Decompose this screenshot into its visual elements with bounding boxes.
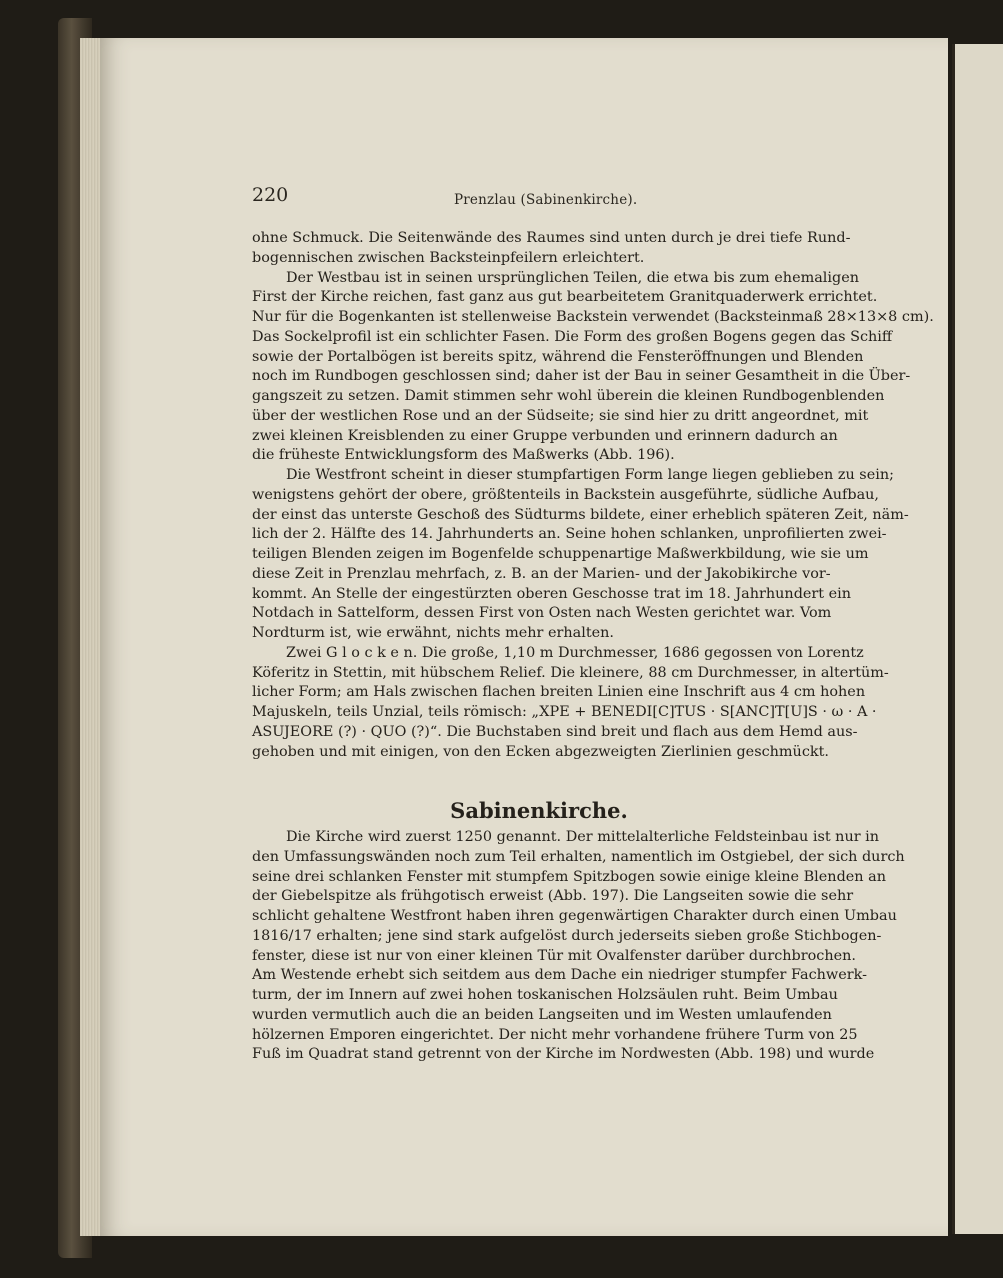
text-line: schlicht gehaltene Westfront haben ihren gegenwärtigen Charakter durch einen Umbau [252, 908, 897, 924]
text-line: der Giebelspitze als frühgotisch erweist (Abb. 197). Die Langseiten sowie die sehr [252, 888, 854, 905]
running-head: Prenzlau (Sabinenkirche). [454, 192, 638, 208]
text-line: über der westlichen Rose und an der Südseite; sie sind hier zu dritt angeordnet, mit [252, 407, 869, 424]
text-line: Nur für die Bogenkanten ist stellenweise Backstein verwendet (Backsteinmaß 28×13×8 cm). [252, 309, 934, 325]
text-line: gehoben und mit einigen, von den Ecken abgezweigten Zierlinien geschmückt. [252, 743, 829, 760]
text-line: Am Westende erhebt sich seitdem aus dem Dache ein niedriger stumpfer Fachwerk- [252, 967, 867, 984]
text-line: 1816/17 erhalten; jene sind stark aufgelöst durch jederseits sieben große Stichbogen- [252, 927, 882, 944]
text-line: ohne Schmuck. Die Seitenwände des Raumes sind unten durch je drei tiefe Rund- [252, 230, 851, 246]
text-line: Nordturm ist, wie erwähnt, nichts mehr erhalten. [252, 625, 615, 641]
text-line: Notdach in Sattelform, dessen First von Osten nach Westen gerichtet war. Vom [252, 605, 832, 622]
text-line: wenigstens gehört der obere, größtenteils in Backstein ausgeführte, südliche Aufbau, [252, 486, 880, 503]
text-line: Der Westbau ist in seinen ursprünglichen Teilen, die etwa bis zum ehemaligen [286, 269, 860, 286]
text-line: noch im Rundbogen geschlossen sind; daher ist der Bau in seiner Gesamtheit in die Über- [252, 368, 911, 385]
text-line: seine drei schlanken Fenster mit stumpfem Spitzbogen sowie einige kleine Blenden an [252, 868, 886, 885]
text-line: licher Form; am Hals zwischen flachen breiten Linien eine Inschrift aus 4 cm hohen [252, 684, 866, 701]
text-line: Fuß im Quadrat stand getrennt von der Kirche im Nordwesten (Abb. 198) und wurde [252, 1046, 875, 1063]
text-line: lich der 2. Hälfte des 14. Jahrhunderts an. Seine hohen schlanken, unprofilierten zwei- [252, 526, 887, 543]
body-text-section-1 [252, 229, 934, 762]
text-line: die früheste Entwicklungsform des Maßwerks (Abb. 196). [252, 447, 675, 464]
text-line: gangszeit zu setzen. Damit stimmen sehr wohl überein die kleinen Rundbogenblenden [252, 388, 885, 404]
text-line: Majuskeln, teils Unzial, teils römisch: „XPE + BENEDI[C]TUS · S[ANC]T[U]S · ω · A · [252, 704, 877, 720]
section-title: Sabinenkirche. [450, 798, 628, 823]
text-line: wurden vermutlich auch die an beiden Langseiten und im Westen umlaufenden [252, 1006, 832, 1023]
text-line: sowie der Portalbögen ist bereits spitz, während die Fensteröffnungen und Blenden [252, 348, 864, 365]
text-line: diese Zeit in Prenzlau mehrfach, z. B. an der Marien- und der Jakobikirche vor- [252, 565, 831, 582]
text-line: zwei kleinen Kreisblenden zu einer Gruppe verbunden und erinnern dadurch an [252, 427, 838, 444]
facing-page-edge [952, 44, 1003, 1234]
text-line: Die Westfront scheint in dieser stumpfartigen Form lange liegen geblieben zu sein; [286, 467, 894, 483]
text-line: Die Kirche wird zuerst 1250 genannt. Der mittelalterliche Feldsteinbau ist nur in [286, 829, 880, 845]
text-line: Köferitz in Stettin, mit hübschem Relief. Die kleinere, 88 cm Durchmesser, in altertüm- [252, 664, 889, 681]
text-line: bogennischen zwischen Backsteinpfeilern erleichtert. [252, 249, 645, 266]
text-line: fenster, diese ist nur von einer kleinen Tür mit Ovalfenster darüber durchbrochen. [252, 947, 856, 964]
text-line: kommt. An Stelle der eingestürzten oberen Geschosse trat im 18. Jahrhundert ein [252, 585, 852, 602]
text-line: ASUJEORE (?) · QUO (?)“. Die Buchstaben sind breit und flach aus dem Hemd aus- [252, 723, 858, 740]
text-line: First der Kirche reichen, fast ganz aus gut bearbeitetem Granitquaderwerk errichtet. [252, 289, 878, 306]
text-line: Das Sockelprofil ist ein schlichter Fasen. Die Form des großen Bogens gegen das Schiff [252, 328, 893, 345]
text-line: der einst das unterste Geschoß des Südturms bildete, einer erheblich späteren Zeit, näm- [252, 506, 909, 523]
text-line: Zwei G l o c k e n. Die große, 1,10 m Durchmesser, 1686 gegossen von Lorentz [286, 644, 864, 661]
text-line: turm, der im Innern auf zwei hohen toskanischen Holzsäulen ruht. Beim Umbau [252, 987, 838, 1003]
page-header [252, 182, 826, 212]
text-line: hölzernen Emporen eingerichtet. Der nicht mehr vorhandene frühere Turm von 25 [252, 1026, 858, 1043]
text-line: teiligen Blenden zeigen im Bogenfelde schuppenartige Maßwerkbildung, wie sie um [252, 546, 869, 562]
page-stack-edge [80, 38, 102, 1236]
text-line: den Umfassungswänden noch zum Teil erhalten, namentlich im Ostgiebel, der sich durch [252, 848, 905, 865]
page-number: 220 [252, 184, 289, 206]
body-text-section-2 [252, 828, 905, 1065]
